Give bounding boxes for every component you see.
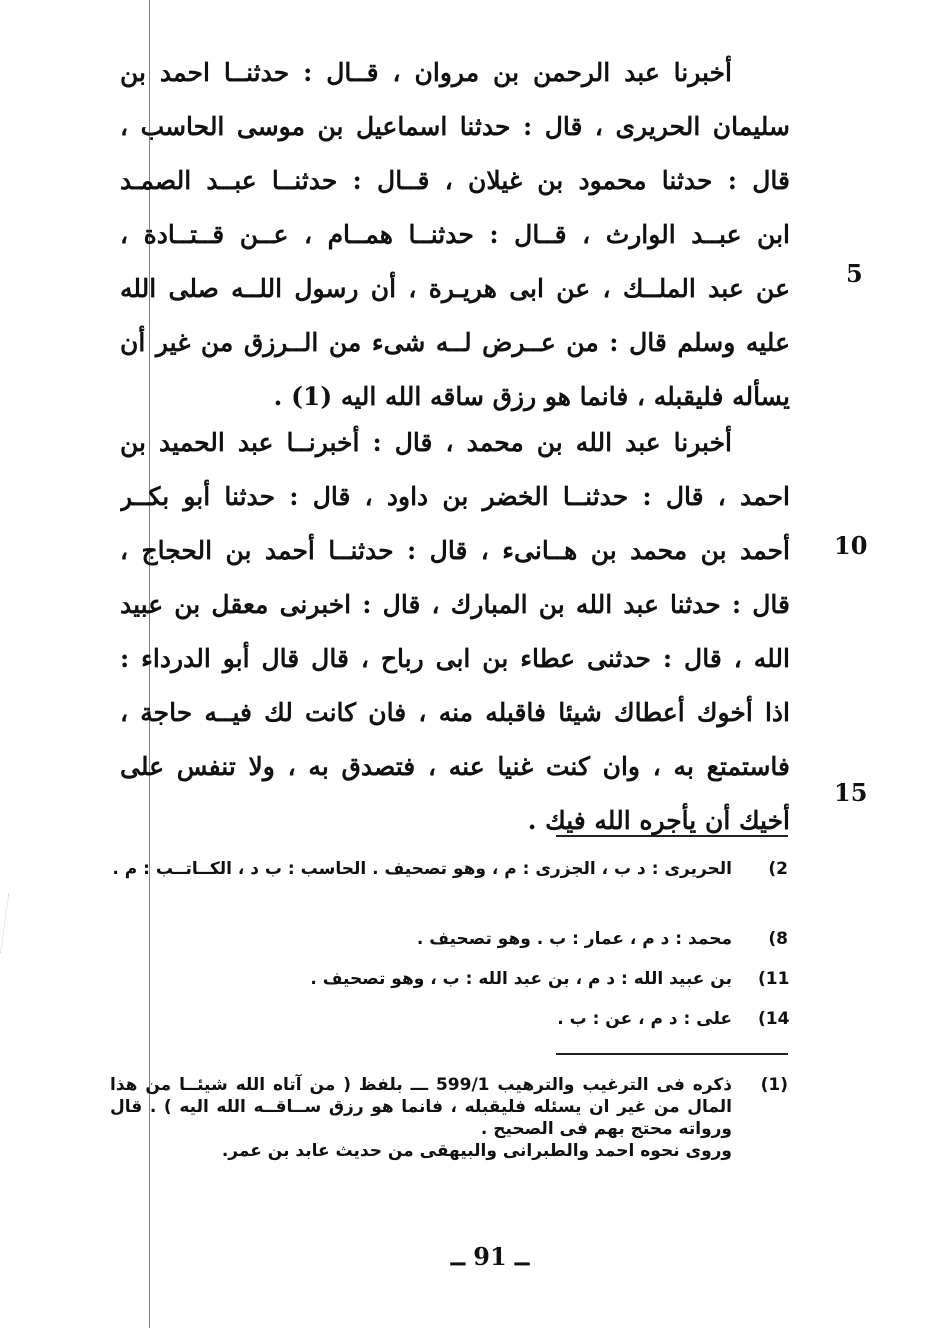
text-line: الله ، قال : حدثنى عطاء بن ابى رباح ، قال قال أبو الدرداء : bbox=[120, 644, 790, 673]
text-line: ابن عبــد الوارث ، قــال : حدثنــا همــام ، عــن قــتــادة ، bbox=[120, 220, 790, 249]
variant-note bbox=[110, 928, 788, 950]
variants-separator bbox=[556, 835, 788, 837]
text-line: أخبرنا عبد الرحمن بن مروان ، قــال : حدثنــا احمد بن bbox=[120, 58, 733, 87]
variant-note bbox=[110, 858, 788, 880]
paragraph-2 bbox=[120, 416, 790, 848]
scan-speck bbox=[0, 894, 31, 957]
text-line: يسأله فليقبله ، فانما هو رزق ساقه الله اليه (1) . bbox=[273, 382, 790, 411]
text-line: عليه وسلم قال : من عــرض لــه شىء من الــرزق من غير أن bbox=[120, 328, 790, 357]
variant-note-number: (11 bbox=[758, 969, 790, 989]
text-line: فاستمتع به ، وان كنت غنيا عنه ، فتصدق به ، ولا تنفس على bbox=[120, 752, 790, 781]
variant-note-number: (14 bbox=[758, 1009, 790, 1029]
variant-note-number: (2 bbox=[768, 859, 788, 879]
text-line: اذا أخوك أعطاك شيئا فاقبله منه ، فان كانت لك فيــه حاجة ، bbox=[120, 698, 790, 727]
variant-note bbox=[110, 1008, 788, 1030]
text-line: عن عبد الملــك ، عن ابى هريـرة ، أن رسول اللــه صلى الله bbox=[120, 274, 790, 303]
page-number: ــ 91 ــ bbox=[450, 1242, 530, 1271]
footnote-number: (1) bbox=[760, 1075, 788, 1095]
footnote-separator bbox=[556, 1053, 788, 1055]
text-line: سليمان الحريرى ، قال : حدثنا اسماعيل بن موسى الحاسب ، bbox=[120, 112, 790, 141]
line-number-10: 10 bbox=[834, 531, 868, 560]
text-line: احمد ، قال : حدثنــا الخضر بن داود ، قال : حدثنا أبو بكــر bbox=[120, 482, 790, 511]
text-line: قال : حدثنا محمود بن غيلان ، قــال : حدثنــا عبــد الصمـد bbox=[120, 166, 790, 195]
footnote-text: ذكره فى الترغيب والترهيب 599/1 ـــ بلفظ ( من آتاه الله شيئــا من هذا المال من غير ان يسئله فليقبله ، فانما هو رزق ســاقــه الله اليه ) . قال ورواته محتج بهم فى الصحيح . bbox=[110, 1075, 732, 1139]
variant-note-text: بن عبيد الله : د م ، بن عبد الله : ب ، وهو تصحيف . bbox=[310, 969, 732, 989]
footnote bbox=[110, 1074, 788, 1162]
variant-note-number: (8 bbox=[768, 929, 788, 949]
variant-note bbox=[110, 968, 788, 990]
variant-note-text: على : د م ، عن : ب . bbox=[557, 1009, 732, 1029]
variant-note-text: الحريرى : د ب ، الجزرى : م ، وهو تصحيف . الحاسب : ب د ، الكــاتــب : م . bbox=[112, 859, 732, 879]
paragraph-1 bbox=[120, 46, 790, 424]
variant-note-text: محمد : د م ، عمار : ب . وهو تصحيف . bbox=[416, 929, 732, 949]
line-number-15: 15 bbox=[834, 778, 868, 807]
line-number-5: 5 bbox=[846, 259, 863, 288]
text-line: أخيك أن يأجره الله فيك . bbox=[527, 806, 790, 835]
text-line: أخبرنا عبد الله بن محمد ، قال : أخبرنــا عبد الحميد بن bbox=[120, 428, 732, 457]
text-line: قال : حدثنا عبد الله بن المبارك ، قال : اخبرنى معقل بن عبيد bbox=[120, 590, 790, 619]
text-line: أحمد بن محمد بن هــانىء ، قال : حدثنــا أحمد بن الحجاج ، bbox=[120, 536, 790, 565]
footnote-continuation: وروى نحوه احمد والطبرانى والبيهقى من حديث عابد بن عمر. bbox=[221, 1141, 732, 1161]
